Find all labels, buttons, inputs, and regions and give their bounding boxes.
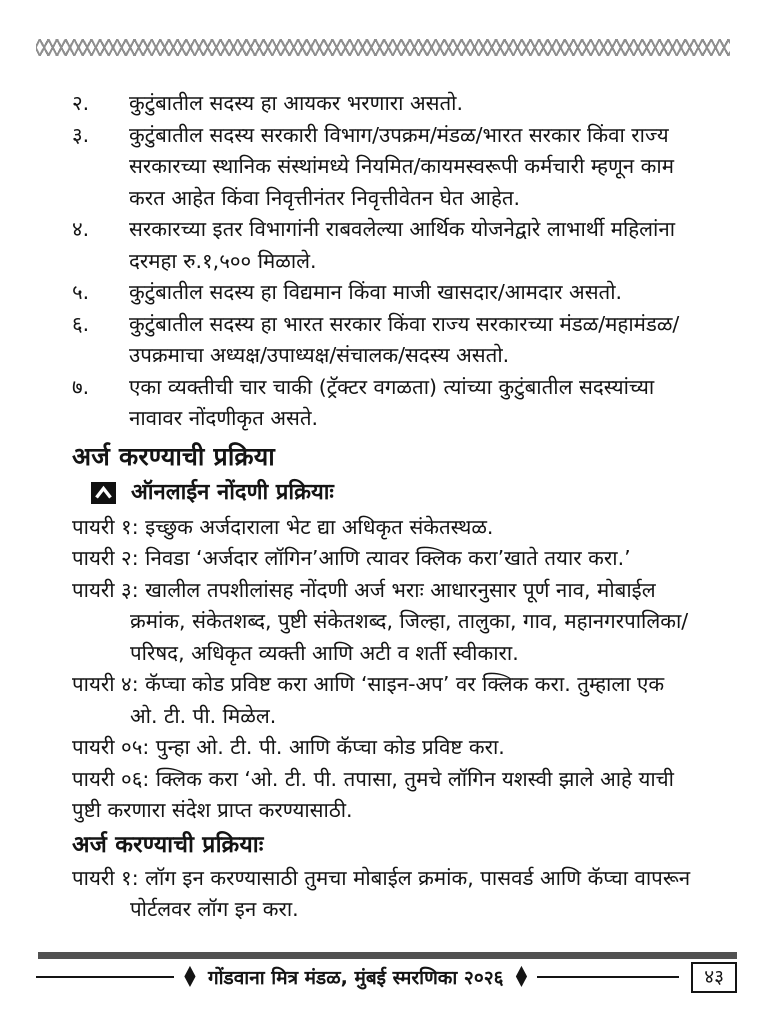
list-item [72,372,696,435]
step-line: पायरी २: निवडा ‘अर्जदार लॉगिन’आणि त्यावर क्लिक करा’खाते तयार करा.’ [72,546,631,570]
item-number: २. [72,91,90,115]
diamond-icon: ♦ [512,959,531,995]
item-number: ३. [72,122,90,147]
page-content [72,88,696,926]
step-line: पायरी ०६: क्लिक करा ‘ओ. टी. पी. तपासा, तुमचे लॉगिन यशस्वी झाले आहे याची पुष्टी करणारा संदेश प्राप्त करण्यासाठी. [72,766,674,822]
footer-rule-bar [38,952,737,959]
item-number: ५. [72,280,90,304]
section-heading-application-process: अर्ज करण्याची प्रक्रिया [72,441,275,471]
footer [36,961,737,993]
list-item [72,120,696,215]
diamond-icon: ♦ [181,959,199,995]
item-text: एका व्यक्तीची चार चाकी (ट्रॅक्टर वगळता) त्यांच्या कुटुंबातील सदस्यांच्या नावावर नोंदणीकृत असते. [129,374,655,430]
step-line: पायरी १: इच्छुक अर्जदाराला भेट द्या अधिकृत संकेतस्थळ. [72,514,494,539]
list-item [72,309,696,372]
step-line: पायरी १: लॉग इन करण्यासाठी तुमचा मोबाईल क्रमांक, पासवर्ड आणि कॅप्चा वापरून पोर्टलवर लॉग इन करा. [72,865,691,921]
apply-process-steps [72,863,696,926]
footer-right-rule [537,976,679,978]
step-line: पायरी ०५: पुन्हा ओ. टी. पी. आणि कॅप्चा कोड प्रविष्ट करा. [72,735,505,759]
footer-left-rule [36,976,174,978]
online-registration-label: ऑनलाईन नोंदणी प्रक्रियाः [131,479,334,505]
list-item [72,214,696,277]
item-text: कुटुंबातील सदस्य हा आयकर भरणारा असतो. [129,91,463,115]
item-number: ६. [72,311,90,336]
item-text: कुटुंबातील सदस्य हा भारत सरकार किंवा राज्य सरकारच्या मंडळ/महामंडळ/उपक्रमाचा अध्यक्ष/उपाध्यक्ष/संचालक/सदस्य असतो. [129,311,680,367]
conditions-list [72,88,696,435]
list-item [72,277,696,309]
list-item [72,88,696,120]
step-line: पायरी ३: खालील तपशीलांसह नोंदणी अर्ज भराः आधारनुसार पूर्ण नाव, मोबाईल क्रमांक, संकेतशब्द, पुष्टी संकेतशब्द, जिल्हा, तालुका, गाव, महानगरपालिका/परिषद, अधिकृत व्यक्ती आणि अटी व शर्ती स्वीकारा. [72,577,689,665]
item-number: ७. [72,374,90,399]
item-number: ४. [72,217,90,241]
decorative-chain-border [36,39,730,56]
page-number-box: ४३ [691,962,737,993]
online-registration-steps [72,512,696,827]
item-text: कुटुंबातील सदस्य सरकारी विभाग/उपक्रम/मंडळ/भारत सरकार किंवा राज्य सरकारच्या स्थानिक संस्थांमध्ये नियमित/कायमस्वरूपी कर्मचारी म्हणून काम करत आहेत किंवा निवृत्तीनंतर निवृत्तीवेतन घेत आहेत. [129,122,674,210]
section-heading-apply-process: अर्ज करण्याची प्रक्रियाः [72,831,264,858]
item-text: कुटुंबातील सदस्य हा विद्यमान किंवा माजी खासदार/आमदार असतो. [129,280,623,304]
step-line: पायरी ४: कॅप्चा कोड प्रविष्ट करा आणि ‘साइन-अप’ वर क्लिक करा. तुम्हाला एक ओ. टी. पी. मिळेल. [72,672,665,728]
item-text: सरकारच्या इतर विभागांनी राबवलेल्या आर्थिक योजनेद्वारे लाभार्थी महिलांना दरमहा रु.१,५०० मिळाले. [129,217,676,273]
chevron-up-box-icon [91,482,116,504]
online-registration-bullet [72,477,696,509]
footer-title: गोंडवाना मित्र मंडळ, मुंबई स्मरणिका २०२६ [207,967,504,989]
